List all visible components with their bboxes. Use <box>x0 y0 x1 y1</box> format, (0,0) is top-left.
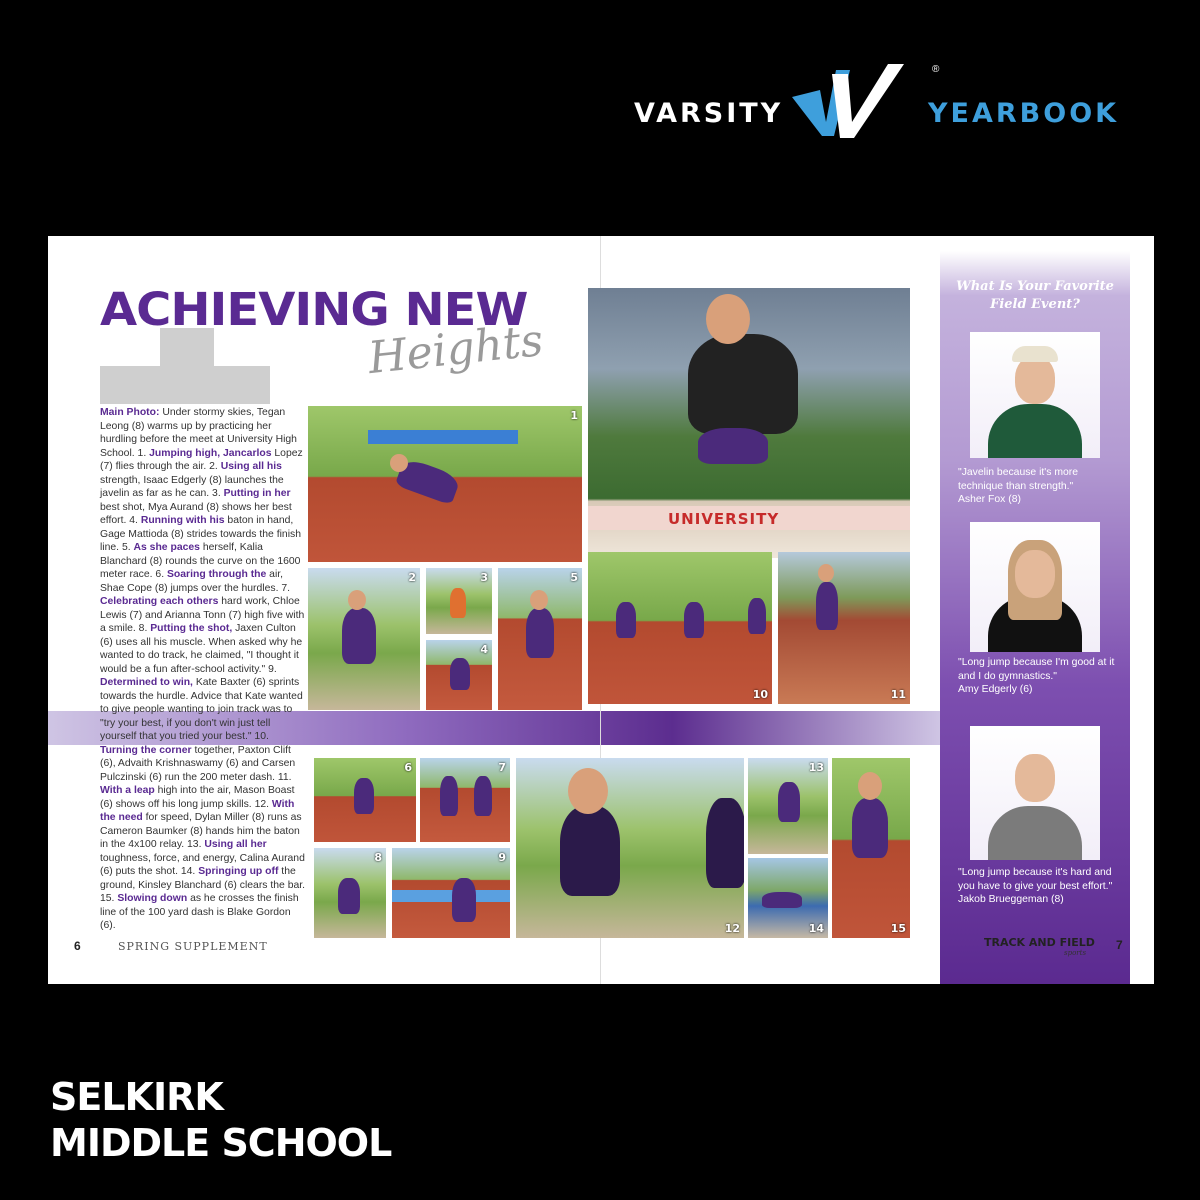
caption-run: air, Shae Cope (8) jumps over the hurdles. 7. <box>100 569 291 594</box>
caption-lead-in: Main Photo: <box>100 407 160 418</box>
photo-number: 14 <box>808 922 824 935</box>
caption-lead-in: Putting in her <box>223 488 291 499</box>
school-name-line1: SELKIRK <box>50 1075 223 1119</box>
photo-5 <box>498 568 582 710</box>
caption-lead-in: Determined to win, <box>100 677 193 688</box>
caption-lead-in: Turning the corner <box>100 744 192 756</box>
caption-lead-in: Soaring through the <box>167 569 267 580</box>
photo-number: 15 <box>890 922 906 935</box>
photo-14 <box>748 858 828 938</box>
quote-text: "Long jump because it's hard and you have to give your best effort." <box>958 867 1113 892</box>
photo-2 <box>308 568 420 710</box>
photo-number: 8 <box>374 851 382 864</box>
photo-10 <box>588 552 772 704</box>
caption-run: best shot, Mya Aurand (8) shows her best effort. 4. <box>100 501 292 526</box>
caption-run: Kate Baxter (6) sprints towards the hurdle. Advice that Kate wanted to give people wanting to join track was to "try your best, if you don't win just tell yourself that you tried your best." 10. <box>100 677 303 742</box>
photo-13 <box>748 758 828 854</box>
section-subtitle: sports <box>1064 949 1087 957</box>
photo-1 <box>308 406 582 562</box>
quote-text: "Long jump because I'm good at it and I do gymnastics." <box>958 657 1115 682</box>
caption-lead-in: Springing up off <box>198 866 279 877</box>
quote-name: Jakob Brueggeman (8) <box>958 894 1064 905</box>
caption-lead-in: Using all her <box>204 839 267 850</box>
spread-title: ACHIEVING NEW <box>100 283 528 337</box>
caption-run: hard work, Chloe Lewis (7) and Arianna Tonn (7) high five with a smile. 8. <box>100 596 305 634</box>
portrait-asher <box>970 332 1100 458</box>
caption-run: baton in hand, Gage Mattioda (8) strides towards the finish line. 5. <box>100 515 301 553</box>
section-title: TRACK AND FIELD <box>984 936 1095 949</box>
plus-decoration-bar <box>100 366 270 404</box>
photo-number: 1 <box>570 409 578 422</box>
brand-right-word: YEARBOOK <box>928 98 1120 129</box>
photo-number: 7 <box>498 761 506 774</box>
caption-lead-in: As she paces <box>133 542 200 553</box>
photo-number: 2 <box>408 571 416 584</box>
caption-lead-in: Putting the shot, <box>150 623 233 634</box>
caption-lead-in: With the need <box>100 798 295 823</box>
quote-text: "Javelin because it's more technique than strength." <box>958 467 1079 492</box>
caption-run: together, Paxton Clift (6), Advaith Krishnaswamy (6) and Carsen Pulczinski (6) run the 200 meter dash. 11. <box>100 744 296 783</box>
caption-lead-in: Jumping high, Jancarlos <box>149 447 272 459</box>
caption-run: Lopez (7) flies through the air. 2. <box>100 447 303 472</box>
photo-number: 10 <box>752 688 768 701</box>
school-name <box>50 1074 391 1166</box>
quote-3 <box>958 866 1118 907</box>
varsity-yearbook-logo <box>634 62 1120 142</box>
photo-number: 3 <box>480 571 488 584</box>
caption-run: for speed, Dylan Miller (8) runs as Cameron Baumker (8) hands him the baton in the 4x100 relay. 13. <box>100 812 302 850</box>
main-photo <box>588 288 910 558</box>
photo-15 <box>832 758 910 938</box>
spread-title-script: Heights <box>365 314 546 385</box>
yearbook-spread <box>48 236 1154 984</box>
photo-8 <box>314 848 386 938</box>
portrait-amy <box>970 522 1100 652</box>
photo-number: 5 <box>570 571 578 584</box>
sidebar-panel <box>940 236 1130 984</box>
school-name-line2: MIDDLE SCHOOL <box>50 1121 392 1165</box>
caption-run: herself, Kalia Blanchard (8) rounds the curve on the 1600 meter race. 6. <box>100 542 301 580</box>
photo-9 <box>392 848 510 938</box>
supplement-label: SPRING SUPPLEMENT <box>118 940 268 953</box>
photo-4 <box>426 640 492 710</box>
caption-text <box>100 406 306 933</box>
photo-12 <box>516 758 744 938</box>
quote-2 <box>958 656 1118 697</box>
registered-mark: ® <box>932 64 940 75</box>
quote-name: Asher Fox (8) <box>958 494 1021 505</box>
portrait-jakob <box>970 726 1100 860</box>
photo-6 <box>314 758 416 842</box>
caption-run: Jaxen Culton (6) uses all his muscle. When asked why he wanted to do track, he claimed, "I thought it would be a fun after-school activity." 9. <box>100 623 303 675</box>
photo-number: 11 <box>890 688 906 701</box>
caption-lead-in: With a leap <box>100 785 155 796</box>
photo-number: 12 <box>724 922 740 935</box>
caption-run: the ground, Kinsley Blanchard (6) clears the bar. 15. <box>100 866 306 904</box>
caption-run: strength, Isaac Edgerly (8) launches the javelin as far as he can. 3. <box>100 474 284 499</box>
page-number-right: 7 <box>1116 938 1123 952</box>
caption-lead-in: Running with his <box>140 515 225 526</box>
brand-left-word: VARSITY <box>634 98 784 129</box>
sidebar-question: What Is Your Favorite Field Event? <box>956 279 1114 312</box>
hero-sign-text: UNIVERSITY <box>668 510 780 528</box>
caption-lead-in: Celebrating each others <box>100 596 219 607</box>
photo-11 <box>778 552 910 704</box>
photo-number: 6 <box>404 761 412 774</box>
caption-run: Under stormy skies, Tegan Leong (8) warms up by practicing her hurdling before the meet at University High School. 1. <box>100 407 297 459</box>
photo-7 <box>420 758 510 842</box>
quote-1 <box>958 466 1118 507</box>
caption-run: high into the air, Mason Boast (6) shows off his long jump skills. 12. <box>100 785 295 810</box>
photo-number: 13 <box>808 761 824 774</box>
caption-lead-in: Slowing down <box>117 893 188 904</box>
photo-3 <box>426 568 492 634</box>
photo-number: 9 <box>498 851 506 864</box>
caption-run: toughness, force, and energy, Calina Aurand (6) puts the shot. 14. <box>100 852 305 877</box>
page-number-left: 6 <box>74 939 81 953</box>
caption-run: as he crosses the finish line of the 100 yard dash is Blake Gordon (6). <box>100 893 299 931</box>
varsity-v-logo-icon <box>792 62 922 142</box>
quote-name: Amy Edgerly (6) <box>958 684 1033 695</box>
caption-lead-in: Using all his <box>220 461 282 472</box>
photo-number: 4 <box>480 643 488 656</box>
